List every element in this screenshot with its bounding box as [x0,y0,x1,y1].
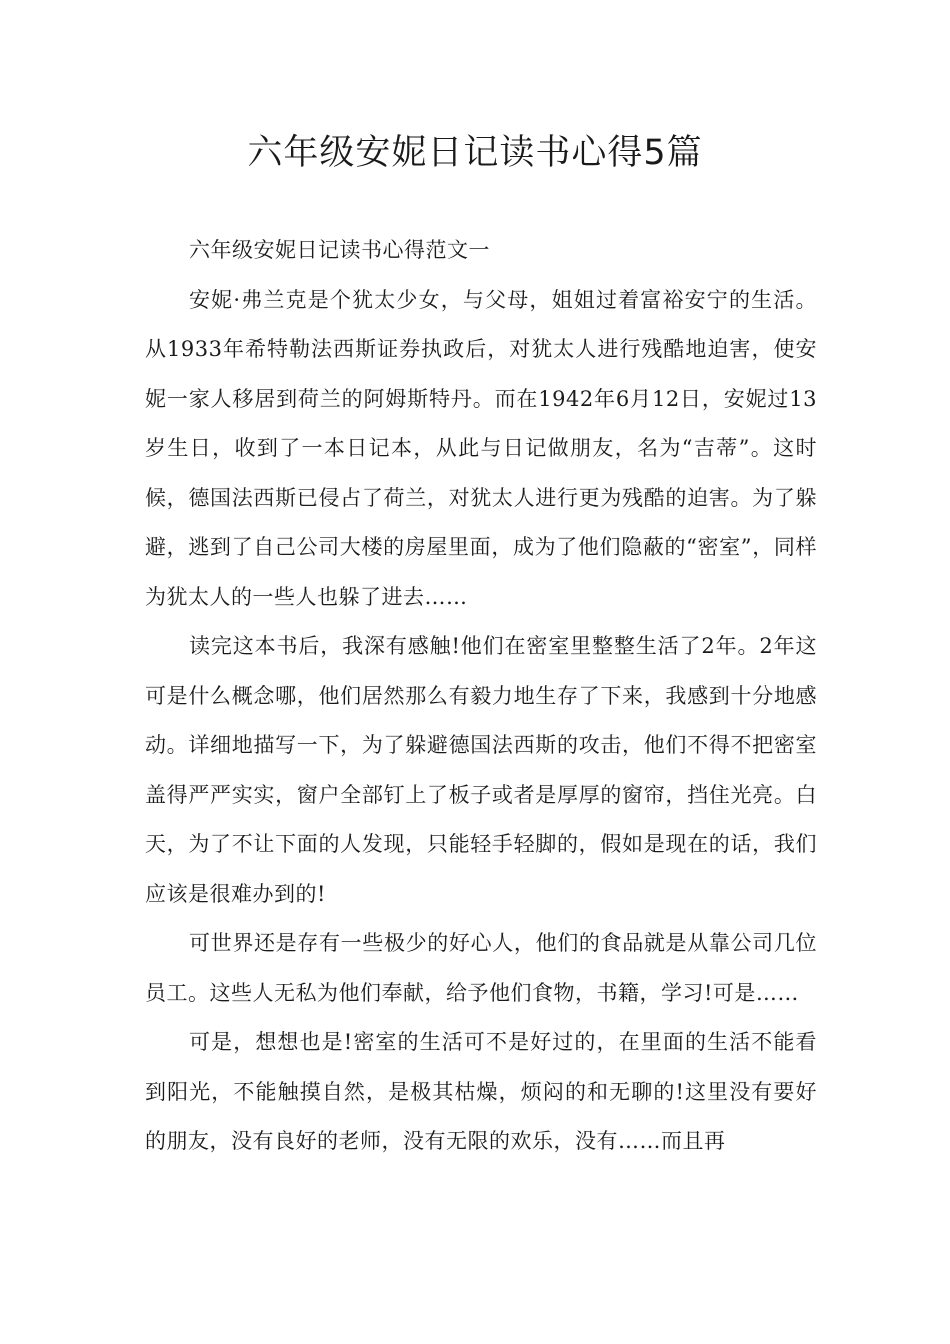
paragraph-4: 可是，想想也是!密室的生活可不是好过的，在里面的生活不能看到阳光，不能触摸自然，是极其枯燥，烦闷的和无聊的!这里没有要好的朋友，没有良好的老师，没有无限的欢乐，没有……而且再 [145,1030,817,1153]
paragraph-1: 安妮·弗兰克是个犹太少女，与父母，姐姐过着富裕安宁的生活。从1933年希特勒法西斯证券执政后，对犹太人进行残酷地迫害，使安妮一家人移居到荷兰的阿姆斯特丹。而在1942年6月12日，安妮过13岁生日，收到了一本日记本，从此与日记做朋友，名为“吉蒂”。这时候，德国法西斯已侵占了荷兰，对犹太人进行更为残酷的迫害。为了躲避，逃到了自己公司大楼的房屋里面，成为了他们隐蔽的“密室”，同样为犹太人的一些人也躲了进去…… [145,287,817,609]
document-title: 六年级安妮日记读书心得5篇 [247,133,703,173]
paragraph-3: 可世界还是存有一些极少的好心人，他们的食品就是从靠公司几位员工。这些人无私为他们奉献，给予他们食物，书籍，学习!可是…… [145,931,817,1005]
paragraph-2: 读完这本书后，我深有感触!他们在密室里整整生活了2年。2年这可是什么概念哪，他们居然那么有毅力地生存了下来，我感到十分地感动。详细地描写一下，为了躲避德国法西斯的攻击，他们不得不把密室盖得严严实实，窗户全部钉上了板子或者是厚厚的窗帘，挡住光亮。白天，为了不让下面的人发现，只能轻手轻脚的，假如是现在的话，我们应该是很难办到的! [145,634,817,906]
document-body [145,226,817,1167]
section-heading: 六年级安妮日记读书心得范文一 [189,238,490,262]
